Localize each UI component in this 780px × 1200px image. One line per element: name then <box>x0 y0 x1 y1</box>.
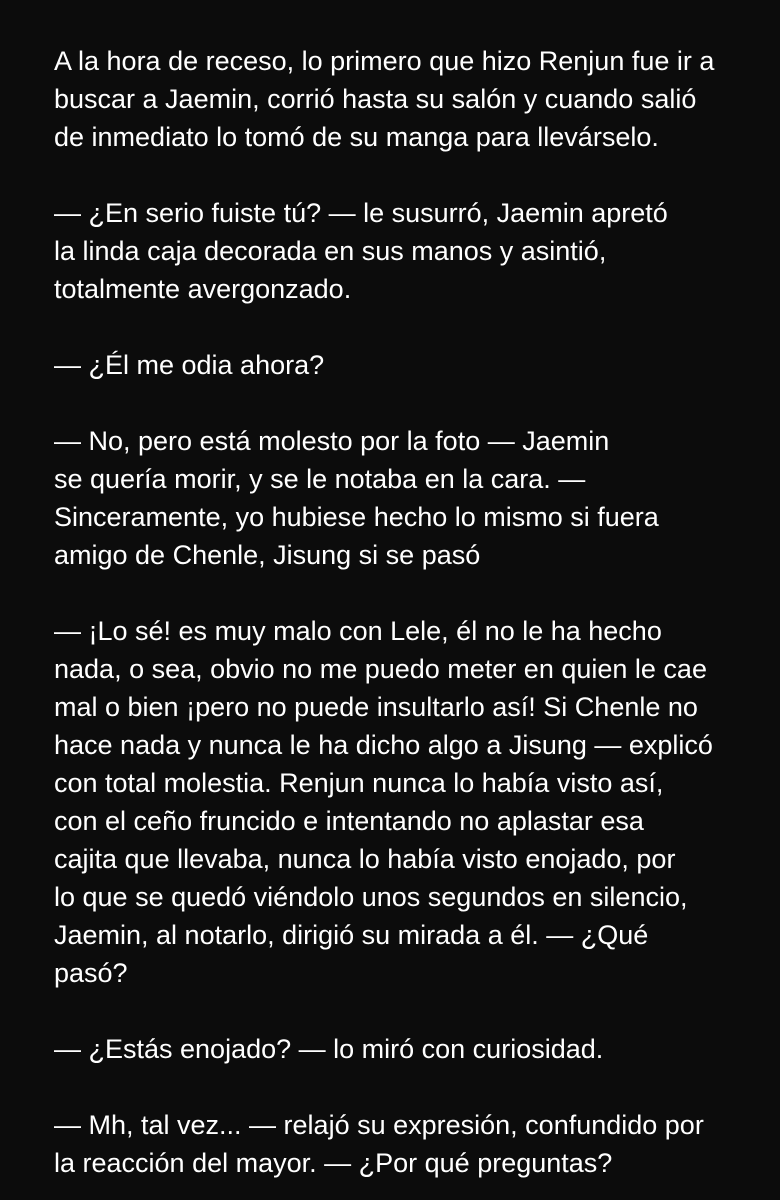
text-line: — ¿Él me odia ahora? <box>54 350 325 380</box>
paragraph <box>54 194 744 308</box>
text-line: hace nada y nunca le ha dicho algo a Jisung — explicó <box>54 730 713 760</box>
text-line: de inmediato lo tomó de su manga para llevárselo. <box>54 122 659 152</box>
text-line: pasó? <box>54 958 128 988</box>
text-line: lo que se quedó viéndolo unos segundos en silencio, <box>54 882 688 912</box>
text-line: buscar a Jaemin, corrió hasta su salón y cuando salió <box>54 84 697 114</box>
text-line: — No, pero está molesto por la foto — Jaemin <box>54 426 610 456</box>
text-line: — Mh, tal vez... — relajó su expresión, confundido por <box>54 1110 704 1140</box>
text-line: con el ceño fruncido e intentando no aplastar esa <box>54 806 644 836</box>
paragraph <box>54 422 744 574</box>
story-text <box>54 42 744 1182</box>
paragraph <box>54 42 744 156</box>
text-line: — ¿Estás enojado? — lo miró con curiosidad. <box>54 1034 604 1064</box>
text-line: amigo de Chenle, Jisung si se pasó <box>54 540 481 570</box>
paragraph <box>54 1106 744 1182</box>
paragraph <box>54 1030 744 1068</box>
text-line: — ¿En serio fuiste tú? — le susurró, Jaemin apretó <box>54 198 668 228</box>
text-line: se quería morir, y se le notaba en la cara. — <box>54 464 586 494</box>
text-line: cajita que llevaba, nunca lo había visto enojado, por <box>54 844 676 874</box>
text-line: con total molestia. Renjun nunca lo había visto así, <box>54 768 664 798</box>
text-line: Jaemin, al notarlo, dirigió su mirada a él. — ¿Qué <box>54 920 649 950</box>
text-line: mal o bien ¡pero no puede insultarlo así! Si Chenle no <box>54 692 698 722</box>
text-line: nada, o sea, obvio no me puedo meter en quien le cae <box>54 654 707 684</box>
text-line: Sinceramente, yo hubiese hecho lo mismo si fuera <box>54 502 659 532</box>
text-line: la reacción del mayor. — ¿Por qué preguntas? <box>54 1148 613 1178</box>
paragraph <box>54 346 744 384</box>
paragraph <box>54 612 744 992</box>
text-line: A la hora de receso, lo primero que hizo Renjun fue ir a <box>54 46 715 76</box>
text-line: la linda caja decorada en sus manos y asintió, <box>54 236 607 266</box>
text-line: — ¡Lo sé! es muy malo con Lele, él no le ha hecho <box>54 616 662 646</box>
text-line: totalmente avergonzado. <box>54 274 352 304</box>
